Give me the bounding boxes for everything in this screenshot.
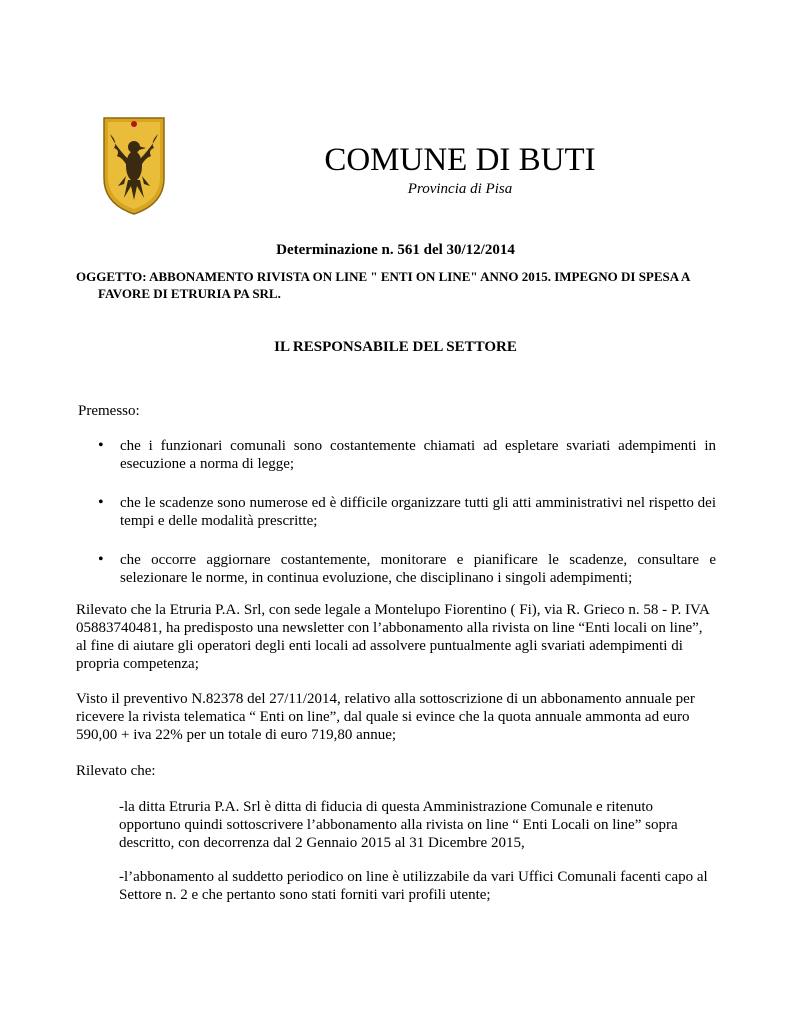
body-paragraph: Visto il preventivo N.82378 del 27/11/2014, relativo alla sottoscrizione di un abbonamento annuale per ricevere la rivista telematica “ Enti on line”, dal quale si evince che la quota annuale ammonta ad euro 590,00 + iva 22% per un totale di euro 719,80 annue; xyxy=(76,691,695,743)
section-heading: IL RESPONSABILE DEL SETTORE xyxy=(274,339,517,355)
municipality-title: COMUNE DI BUTI xyxy=(324,142,596,178)
bullet-item: • che i funzionari comunali sono costantemente chiamati ad espletare svariati adempimenti in esecuzione a norma di legge; xyxy=(98,437,716,473)
indented-paragraph: -la ditta Etruria P.A. Srl è ditta di fiducia di questa Amministrazione Comunale e ritenuto opportuno quindi sottoscrivere l’abbonamento alla rivista on line “ Enti Locali on line” sopra descritto, con decorrenza dal 2 Gennaio 2015 al 31 Dicembre 2015, xyxy=(119,799,678,851)
bullet-item: • che occorre aggiornare costantemente, monitorare e pianificare le scadenze, consultare e selezionare le norme, in continua evoluzione, che disciplinano i singoli adempimenti; xyxy=(98,551,716,587)
premise-label: Premesso: xyxy=(78,403,140,419)
premise-bullet-list xyxy=(98,437,716,608)
bullet-item: • che le scadenze sono numerose ed è difficile organizzare tutti gli atti amministrativi nel rispetto dei tempi e delle modalità prescritte; xyxy=(98,494,716,530)
coat-of-arms-logo xyxy=(100,116,168,216)
body-paragraph: Rilevato che la Etruria P.A. Srl, con sede legale a Montelupo Fiorentino ( Fi), via R. Grieco n. 58 - P. IVA 05883740481, ha predisposto una newsletter con l’abbonamento alla rivista on line “Enti locali on line”, al fine di aiutare gli operatori degli enti locali ad assolvere puntualmente agli svariati adempimenti di propria competenza; xyxy=(76,602,709,672)
determination-number: Determinazione n. 561 del 30/12/2014 xyxy=(276,242,515,258)
province-subtitle: Provincia di Pisa xyxy=(407,181,513,197)
indented-paragraph: -l’abbonamento al suddetto periodico on line è utilizzabile da vari Uffici Comunali facenti capo al Settore n. 2 e che pertanto sono stati forniti vari profili utente; xyxy=(119,869,708,903)
subject-line: OGGETTO: ABBONAMENTO RIVISTA ON LINE " ENTI ON LINE" ANNO 2015. IMPEGNO DI SPESA A FAVORE DI ETRURIA PA SRL. xyxy=(76,269,690,301)
body-paragraph: Rilevato che: xyxy=(76,763,156,779)
